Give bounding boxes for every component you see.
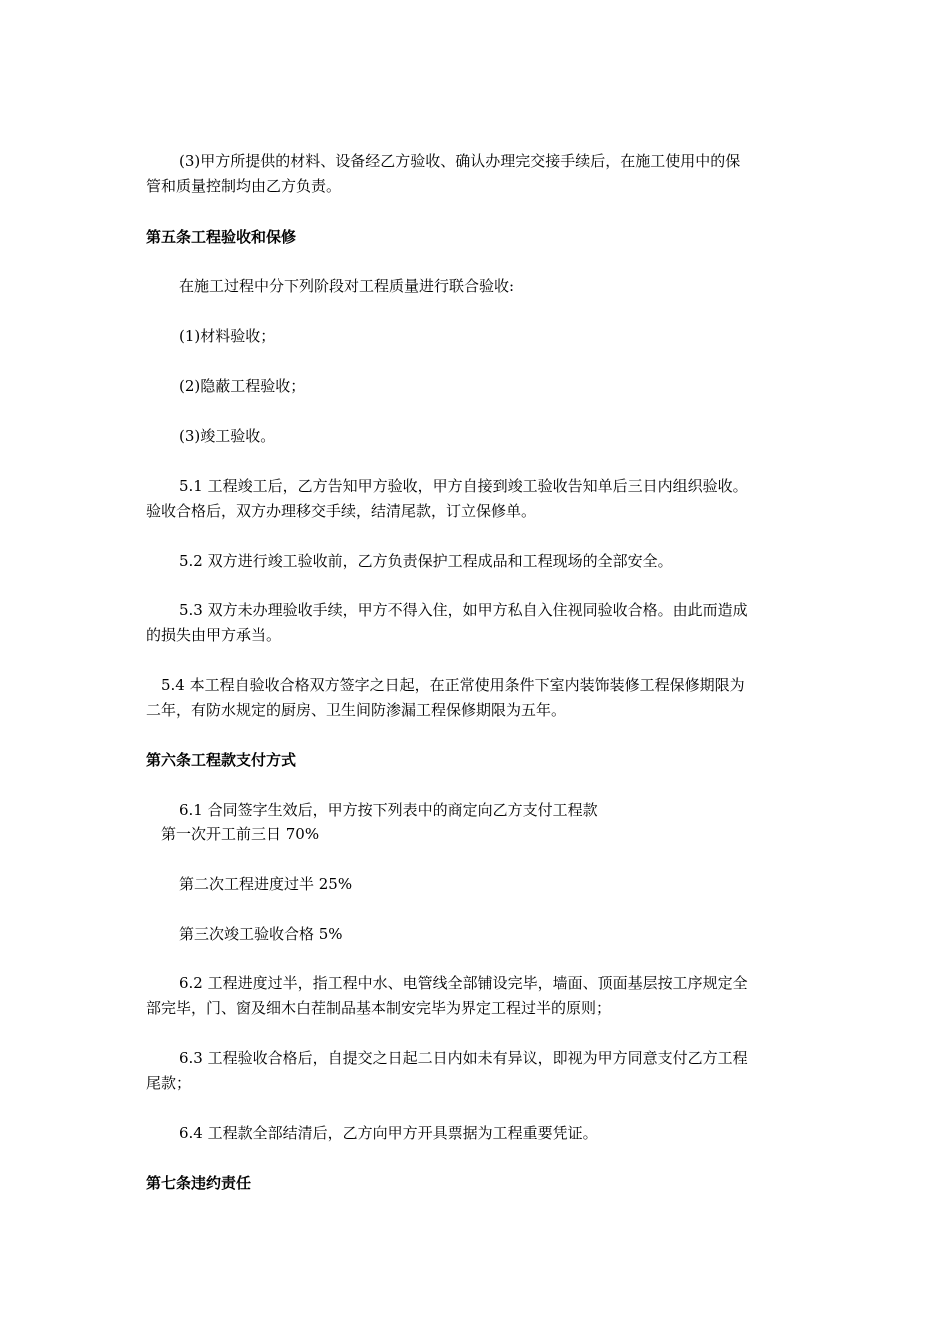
paragraph-line: 的损失由甲方承当。 bbox=[146, 626, 282, 644]
paragraph-line: 6.3 工程验收合格后，自提交之日起二日内如未有异议，即视为甲方同意支付乙方工程 bbox=[179, 1049, 748, 1067]
paragraph-line: 5.4 本工程自验收合格双方签字之日起，在正常使用条件下室内装饰装修工程保修期限为 bbox=[161, 676, 745, 694]
paragraph-line: (3)甲方所提供的材料、设备经乙方验收、确认办理完交接手续后，在施工使用中的保 bbox=[179, 152, 741, 170]
paragraph-line: 6.2 工程进度过半，指工程中水、电管线全部铺设完毕，墙面、顶面基层按工序规定全 bbox=[179, 974, 748, 992]
section-heading: 第六条工程款支付方式 bbox=[146, 751, 297, 769]
list-item: (1)材料验收； bbox=[179, 327, 276, 345]
payment-item: 第二次工程进度过半 25% bbox=[179, 875, 353, 893]
paragraph-line: 6.4 工程款全部结清后，乙方向甲方开具票据为工程重要凭证。 bbox=[179, 1124, 598, 1142]
section-heading: 第五条工程验收和保修 bbox=[146, 228, 297, 246]
paragraph-line: 在施工过程中分下列阶段对工程质量进行联合验收: bbox=[179, 277, 515, 295]
paragraph-line: 5.1 工程竣工后，乙方告知甲方验收，甲方自接到竣工验收告知单后三日内组织验收。 bbox=[179, 477, 748, 495]
paragraph-line: 5.3 双方未办理验收手续，甲方不得入住，如甲方私自入住视同验收合格。由此而造成 bbox=[179, 601, 748, 619]
paragraph-line: 6.1 合同签字生效后，甲方按下列表中的商定向乙方支付工程款 bbox=[179, 801, 598, 819]
paragraph-line: 二年，有防水规定的厨房、卫生间防渗漏工程保修期限为五年。 bbox=[146, 701, 567, 719]
payment-item: 第一次开工前三日 70% bbox=[161, 825, 320, 843]
section-heading: 第七条违约责任 bbox=[146, 1174, 252, 1192]
paragraph-line: 尾款； bbox=[146, 1074, 192, 1092]
list-item: (3)竣工验收。 bbox=[179, 427, 276, 445]
paragraph-line: 5.2 双方进行竣工验收前，乙方负责保护工程成品和工程现场的全部安全。 bbox=[179, 552, 673, 570]
list-item: (2)隐蔽工程验收； bbox=[179, 377, 306, 395]
paragraph-line: 验收合格后，双方办理移交手续，结清尾款，订立保修单。 bbox=[146, 502, 537, 520]
paragraph-line: 部完毕，门、窗及细木白茬制品基本制安完毕为界定工程过半的原则； bbox=[146, 999, 612, 1017]
paragraph-line: 管和质量控制均由乙方负责。 bbox=[146, 177, 342, 195]
payment-item: 第三次竣工验收合格 5% bbox=[179, 925, 343, 943]
